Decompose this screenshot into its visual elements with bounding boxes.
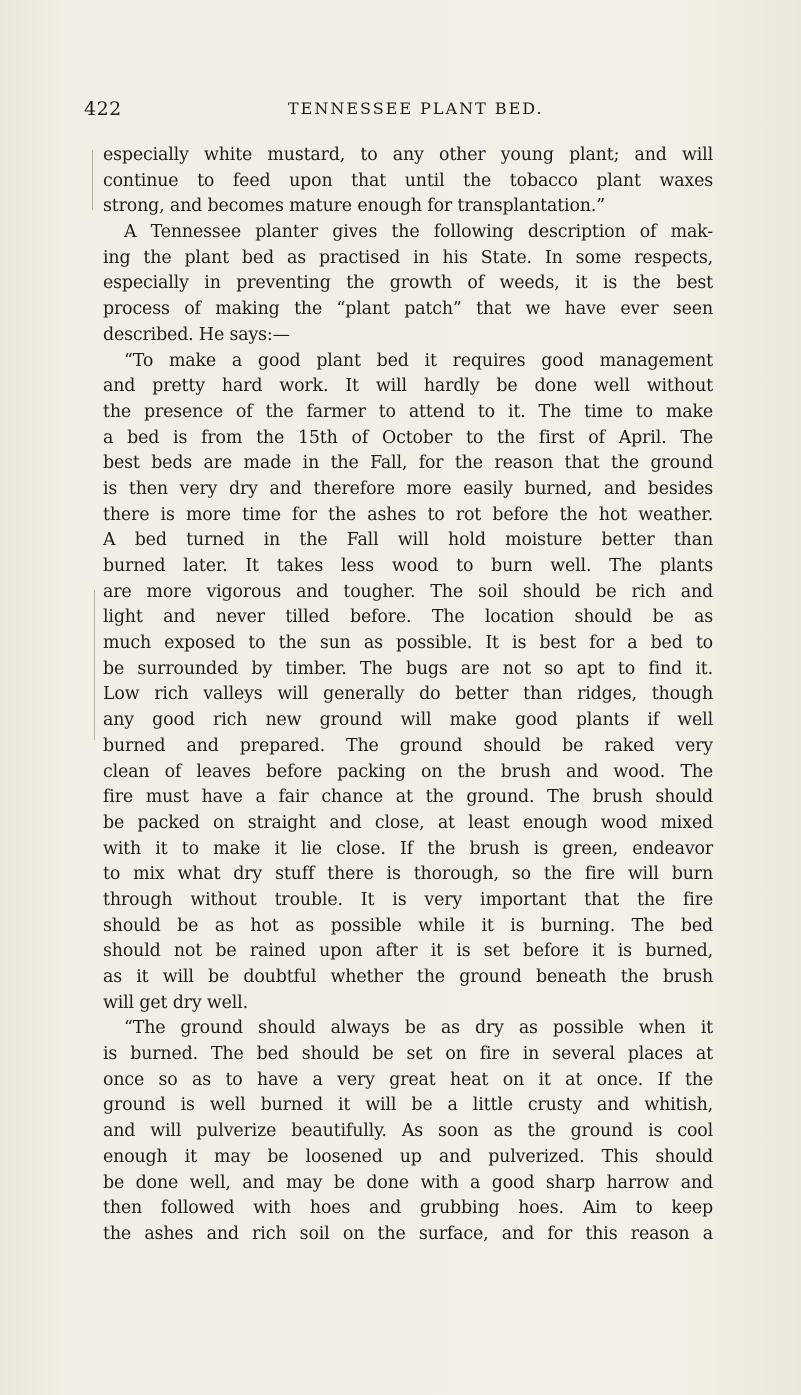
- text-line: strong, and becomes mature enough for transplantation.”: [103, 196, 605, 217]
- body-text: [103, 143, 713, 1248]
- text-line: are more vigorous and tougher. The soil should be rich and: [103, 581, 713, 602]
- text-line: with it to make it lie close. If the brush is green, endeavor: [103, 838, 713, 859]
- text-line: process of making the “plant patch” that we have ever seen: [103, 299, 713, 320]
- text-line: a bed is from the 15th of October to the first of April. The: [103, 427, 713, 448]
- text-line: especially in preventing the growth of weeds, it is the best: [103, 273, 713, 294]
- text-line: be done well, and may be done with a good sharp harrow and: [103, 1172, 713, 1193]
- margin-crease: [94, 590, 95, 740]
- text-line: Low rich valleys will generally do better than ridges, though: [103, 684, 713, 705]
- margin-crease: [92, 150, 93, 210]
- text-line: should be as hot as possible while it is burning. The bed: [103, 915, 713, 936]
- text-line: light and never tilled before. The location should be as: [103, 607, 713, 628]
- text-line: be packed on straight and close, at least enough wood mixed: [103, 812, 713, 833]
- text-line: is burned. The bed should be set on fire in several places at: [103, 1044, 713, 1065]
- text-line: especially white mustard, to any other young plant; and will: [103, 145, 713, 165]
- text-line: is then very dry and therefore more easily burned, and besides: [103, 478, 713, 499]
- text-line: should not be rained upon after it is set before it is burned,: [103, 941, 713, 962]
- text-line: best beds are made in the Fall, for the reason that the ground: [103, 453, 713, 474]
- text-line: to mix what dry stuff there is thorough, so the fire will burn: [103, 864, 713, 885]
- text-line: through without trouble. It is very important that the fire: [103, 889, 713, 910]
- text-line: as it will be doubtful whether the ground beneath the brush: [103, 967, 713, 987]
- running-title: TENNESSEE PLANT BED.: [288, 99, 544, 118]
- text-line: the presence of the farmer to attend to it. The time to make: [103, 401, 713, 422]
- text-line: burned later. It takes less wood to burn well. The plants: [103, 556, 713, 576]
- text-line: described. He says:—: [103, 324, 290, 345]
- text-line: will get dry well.: [103, 992, 248, 1013]
- text-line: be surrounded by timber. The bugs are not so apt to find it.: [103, 658, 713, 679]
- text-line: “The ground should always be as dry as possible when it: [124, 1018, 713, 1039]
- page-number: 422: [84, 98, 122, 120]
- text-line: any good rich new ground will make good plants if well: [103, 710, 713, 731]
- text-line: A bed turned in the Fall will hold moisture better than: [103, 530, 713, 551]
- text-line: ing the plant bed as practised in his State. In some respects,: [103, 247, 713, 268]
- text-line: “To make a good plant bed it requires good management: [124, 350, 713, 371]
- text-line: enough it may be loosened up and pulverized. This should: [103, 1146, 713, 1167]
- text-line: the ashes and rich soil on the surface, and for this reason a: [103, 1223, 713, 1244]
- text-line: much exposed to the sun as possible. It is best for a bed to: [103, 633, 713, 654]
- text-line: clean of leaves before packing on the brush and wood. The: [103, 761, 713, 782]
- text-line: burned and prepared. The ground should be raked very: [103, 735, 713, 756]
- text-line: once so as to have a very great heat on it at once. If the: [103, 1069, 713, 1090]
- text-line: and pretty hard work. It will hardly be done well without: [103, 376, 713, 397]
- running-head: [0, 98, 801, 122]
- text-line: and will pulverize beautifully. As soon as the ground is cool: [103, 1121, 713, 1142]
- text-line: A Tennessee planter gives the following description of mak-: [124, 222, 713, 243]
- text-line: ground is well burned it will be a little crusty and whitish,: [103, 1095, 713, 1116]
- text-line: then followed with hoes and grubbing hoes. Aim to keep: [103, 1198, 713, 1219]
- text-line: there is more time for the ashes to rot before the hot weather.: [103, 504, 713, 525]
- text-line: continue to feed upon that until the tobacco plant waxes: [103, 170, 713, 191]
- text-line: fire must have a fair chance at the ground. The brush should: [103, 787, 713, 808]
